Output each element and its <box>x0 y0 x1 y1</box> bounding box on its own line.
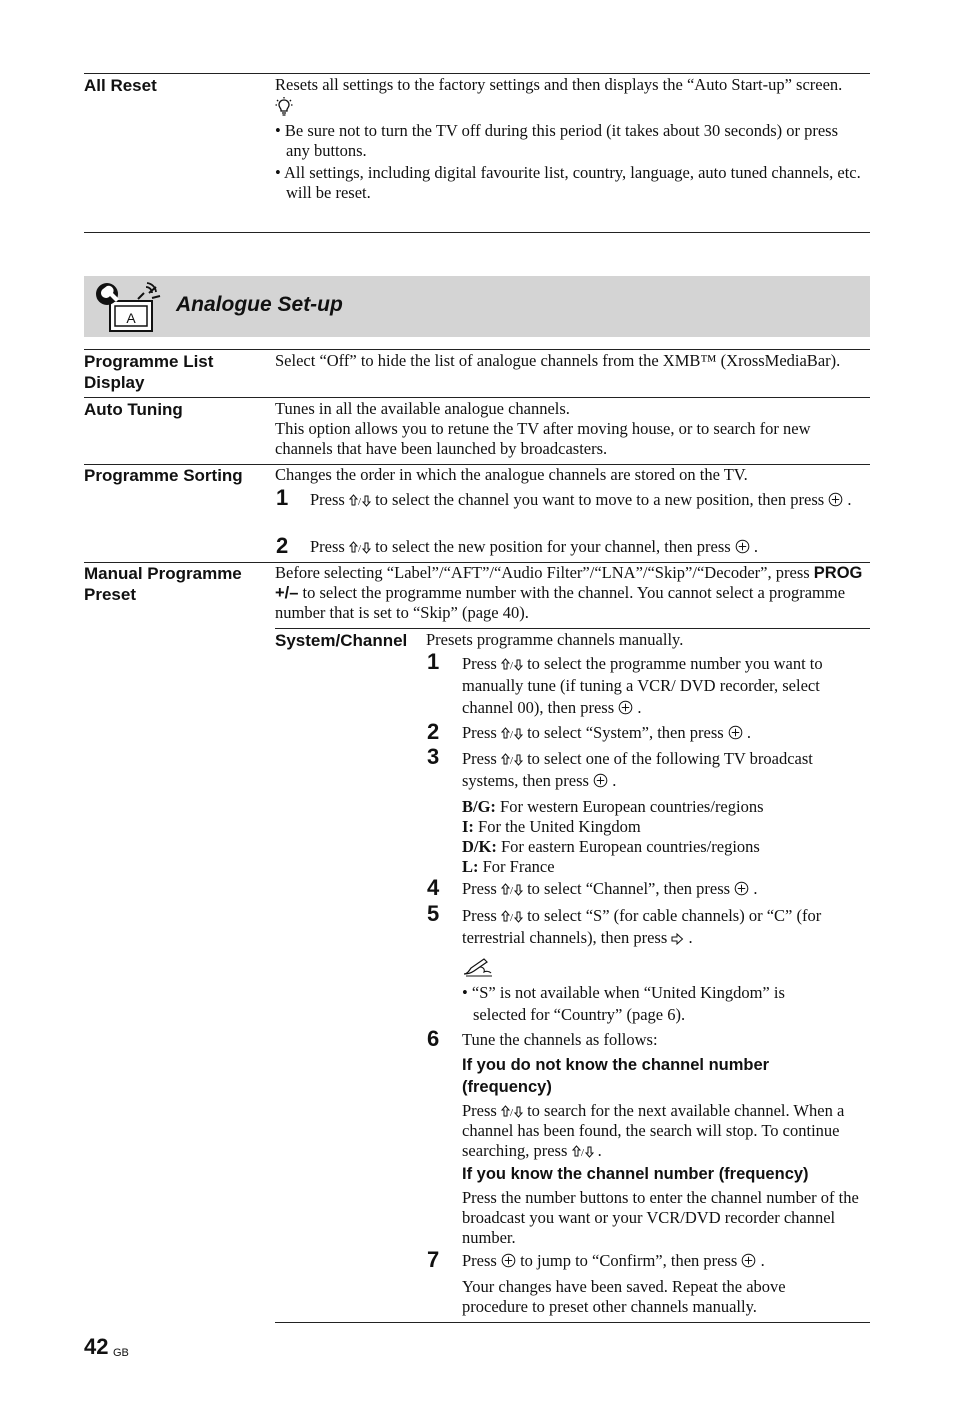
right-arrow-icon <box>671 928 688 947</box>
step-number: 7 <box>427 1247 440 1272</box>
known-channel-text: Press the number buttons to enter the channel number of the broadcast you want or your VCR/DVD recorder channel number. <box>462 1188 859 1247</box>
enter-button-icon <box>501 1251 520 1270</box>
svg-text:/: / <box>357 496 362 507</box>
manual-preset-intro: Before selecting “Label”/“AFT”/“Audio Filter”/“LNA”/“Skip”/“Decoder”, press PROG +/– to select the programme number with the channel. You cannot select a programme number that is set to “Skip” (page 40). <box>275 563 863 622</box>
prog-sorting-label: Programme Sorting <box>84 466 243 485</box>
hint-bullet-1: • Be sure not to turn the TV off during this period (it takes about 30 seconds) or press any buttons. <box>275 121 839 160</box>
top-rule <box>84 73 870 74</box>
prog-sorting-intro: Changes the order in which the analogue channels are stored on the TV. <box>275 465 748 484</box>
up-down-arrows-icon <box>349 490 375 509</box>
step-number: 2 <box>276 533 289 558</box>
unknown-channel-text: Press / to search for the next available channel. When a channel has been found, the search will stop. To continue searching, press / . <box>462 1101 845 1160</box>
system-channel-label: System/Channel <box>275 631 408 650</box>
sc-step-7-after: Your changes have been saved. Repeat the above procedure to preset other channels manually. <box>462 1277 786 1316</box>
icon-letter: A <box>126 310 136 326</box>
note-bullet: • “S” is not available when “United Kingdom” is selected for “Country” (page 6). <box>462 983 785 1024</box>
known-channel-heading: If you know the channel number (frequency) <box>462 1165 809 1183</box>
sc-step-3: Press / to select one of the following TV broadcast systems, then press . <box>462 749 813 790</box>
enter-button-icon <box>618 698 637 717</box>
all-reset-body <box>275 75 865 203</box>
sc-step-6: Tune the channels as follows: <box>462 1030 658 1049</box>
up-down-arrows-icon <box>501 906 527 925</box>
manual-preset-label: Manual Programme Preset <box>84 564 242 604</box>
prog-list-label: Programme List Display <box>84 352 214 392</box>
step-number: 3 <box>427 744 440 769</box>
sc-step-4: Press / to select “Channel”, then press . <box>462 879 758 898</box>
note-pencil-icon <box>462 957 494 977</box>
system-item: D/K: For eastern European countries/regions <box>462 837 760 856</box>
step-number: 2 <box>427 719 440 744</box>
step-number: 1 <box>276 485 289 510</box>
enter-button-icon <box>728 723 747 742</box>
svg-text:/: / <box>509 885 514 896</box>
up-down-arrows-icon <box>501 1101 527 1120</box>
svg-text:/: / <box>509 912 514 923</box>
unknown-channel-heading: If you do not know the channel number (frequency) <box>462 1056 770 1096</box>
step-number: 1 <box>427 649 440 674</box>
enter-button-icon <box>593 771 612 790</box>
up-down-arrows-icon <box>501 879 527 898</box>
system-channel-intro: Presets programme channels manually. <box>426 630 684 649</box>
section-rule <box>84 349 870 350</box>
hint-bullet-2: • All settings, including digital favourite list, country, language, auto tuned channels, etc. will be reset. <box>275 163 861 202</box>
rule-after-prog-list <box>84 397 870 398</box>
page-number: 42 <box>84 1334 109 1359</box>
svg-text:/: / <box>580 1147 584 1158</box>
step-number: 5 <box>427 901 440 926</box>
sc-step-7: Press to jump to “Confirm”, then press . <box>462 1251 765 1270</box>
bottom-rule <box>275 1322 870 1323</box>
step-number: 4 <box>427 875 440 900</box>
system-item: L: For France <box>462 857 555 876</box>
auto-tuning-line1: Tunes in all the available analogue channels. <box>275 399 570 418</box>
svg-text:/: / <box>357 543 362 554</box>
enter-button-icon <box>741 1251 760 1270</box>
page-locale: GB <box>113 1347 129 1359</box>
prog-list-text: Select “Off” to hide the list of analogue channels from the XMB™ (XrossMediaBar). <box>275 351 841 370</box>
auto-tuning-label: Auto Tuning <box>84 400 183 419</box>
up-down-arrows-icon <box>501 749 527 768</box>
up-down-arrows-icon <box>501 723 527 742</box>
sort-step-2: Press / to select the new position for your channel, then press . <box>310 537 759 556</box>
up-down-arrows-icon <box>501 654 527 673</box>
sort-step-1: Press / to select the channel you want to move to a new position, then press . <box>310 490 852 509</box>
sc-step-1: Press / to select the programme number you want to manually tune (if tuning a VCR/ DVD recorder, select channel 00), then press . <box>462 654 823 717</box>
svg-text:/: / <box>509 755 514 766</box>
svg-text:/: / <box>509 660 514 671</box>
auto-tuning-line2: This option allows you to retune the TV after moving house, or to search for new channels that have been launched by broadcasters. <box>275 419 811 458</box>
broadcast-systems-list <box>462 797 864 877</box>
sc-step-5: Press / to select “S” (for cable channels) or “C” (for terrestrial channels), then press . <box>462 906 822 947</box>
enter-button-icon <box>828 490 847 509</box>
step-number: 6 <box>427 1026 440 1051</box>
enter-button-icon <box>735 537 754 556</box>
sc-step-2: Press / to select “System”, then press . <box>462 723 752 742</box>
enter-button-icon <box>734 879 753 898</box>
analogue-setup-icon <box>94 281 164 335</box>
rule-before-system-channel <box>275 628 870 629</box>
prog-key-label: PROG +/– <box>275 564 863 602</box>
all-reset-bottom-rule <box>84 232 870 233</box>
hint-icon <box>275 95 865 121</box>
svg-text:/: / <box>509 1107 514 1118</box>
all-reset-label: All Reset <box>84 76 157 95</box>
section-title: Analogue Set-up <box>176 293 343 316</box>
up-down-arrows-icon <box>349 537 375 556</box>
system-item: B/G: For western European countries/regions <box>462 797 764 816</box>
auto-tuning-text <box>275 399 865 459</box>
all-reset-desc: Resets all settings to the factory settings and then displays the “Auto Start-up” screen. <box>275 75 843 94</box>
system-item: I: For the United Kingdom <box>462 817 641 836</box>
svg-text:/: / <box>509 729 514 740</box>
up-down-arrows-icon <box>572 1141 598 1160</box>
